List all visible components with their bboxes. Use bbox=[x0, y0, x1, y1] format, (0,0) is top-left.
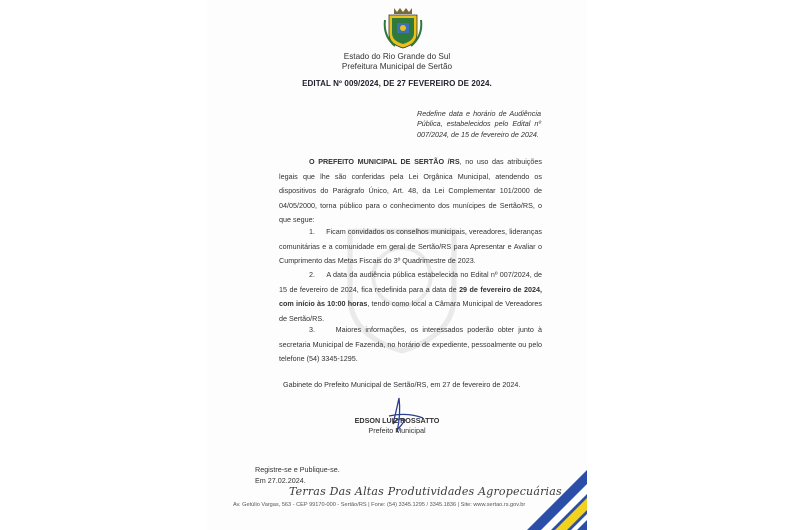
edital-title: EDITAL Nº 009/2024, DE 27 FEVEREIRO DE 2024. bbox=[302, 79, 492, 88]
municipal-slogan: Terras Das Altas Produtividades Agropecuárias bbox=[289, 485, 562, 498]
closing-line: Gabinete do Prefeito Municipal de Sertão/RS, em 27 de fevereiro de 2024. bbox=[283, 380, 521, 389]
item-2-number: 2. bbox=[309, 270, 315, 279]
ementa: Redefine data e horário de Audiência Pública, estabelecidos pelo Edital nº 007/2024, de 15 de fevereiro de 2024. bbox=[417, 109, 541, 139]
signatory-name: EDSON LUIZ ROSSATTO bbox=[354, 416, 440, 425]
municipal-crest-icon bbox=[383, 6, 423, 50]
intro-paragraph bbox=[279, 155, 542, 228]
header-state: Estado do Rio Grande do Sul bbox=[343, 52, 451, 61]
header-city-hall: Prefeitura Municipal de Sertão bbox=[341, 62, 453, 71]
footer-contact: Av. Getúlio Vargas, 563 - CEP 99170-000 - Sertão/RS | Fone: (54) 3345.1295 / 3345.1836 | Site: www.sertao.rs.gov.br bbox=[233, 502, 526, 508]
corner-stripes bbox=[527, 470, 587, 530]
register-line-1: Registre-se e Publique-se. bbox=[255, 465, 340, 474]
item-2-text-b: , tendo como local a Câmara Municipal de Vereadores de Sertão/RS. bbox=[279, 299, 542, 323]
register-line-2: Em 27.02.2024. bbox=[255, 476, 306, 485]
item-2-text-a: A data da audiência pública estabelecida no Edital nº 007/2024, de 15 de fevereiro de 2024, fica redefinida para a data de bbox=[279, 270, 542, 294]
item-2 bbox=[279, 268, 542, 326]
item-1-text: Ficam convidados os conselhos municipais, vereadores, lideranças comunitárias e a comunidade em geral de Sertão/RS para Apresentar e Avaliar o Cumprimento das Metas Fiscais do 3º Quadrimestre de 2023. bbox=[279, 227, 542, 266]
item-3 bbox=[279, 323, 542, 367]
item-1 bbox=[279, 225, 542, 269]
item-2-new-date: 29 de fevereiro de 2024, com início às 10:00 horas bbox=[279, 284, 543, 309]
document-page bbox=[207, 0, 587, 530]
item-3-number: 3. bbox=[309, 325, 315, 334]
signatory-role: Prefeito Municipal bbox=[368, 426, 426, 435]
item-3-text: Maiores informações, os interessados poderão obter junto à secretaria Municipal de Fazenda, no horário de expediente, pessoalmente ou pelo telefone (54) 3345-1295. bbox=[279, 325, 542, 364]
intro-bold: O PREFEITO MUNICIPAL DE SERTÃO /RS bbox=[309, 157, 460, 166]
intro-rest: , no uso das atribuições legais que lhe são conferidas pela Lei Orgânica Municipal, atendendo os dispositivos do Parágrafo Único, Art. 48, da Lei Complementar 101/2000 de 04/05/2000, torna público para o conhecimento dos munícipes de Sertão/RS, o que segue: bbox=[279, 157, 542, 225]
item-1-number: 1. bbox=[309, 227, 315, 236]
